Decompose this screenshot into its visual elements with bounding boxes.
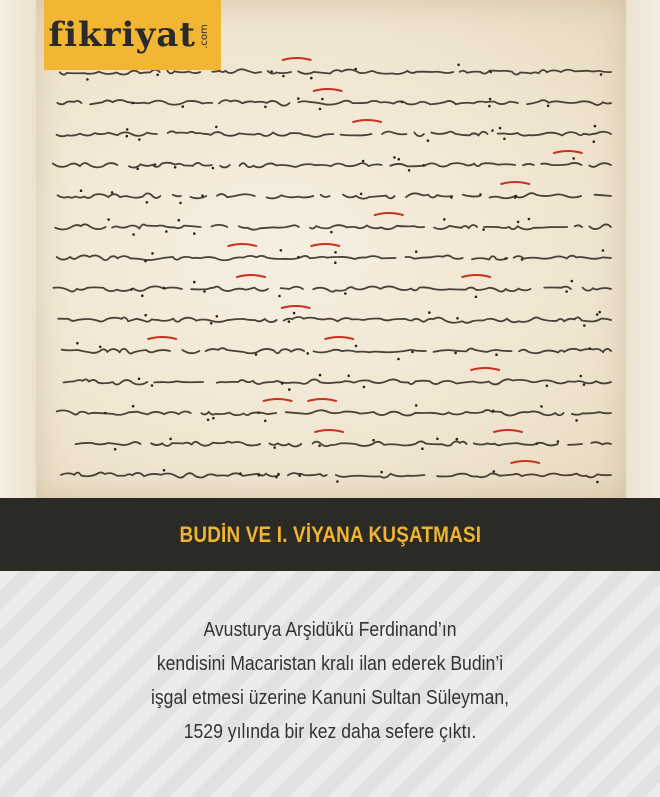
script-dot xyxy=(583,383,586,386)
body-area xyxy=(0,571,660,797)
script-stroke xyxy=(60,69,611,74)
script-dot xyxy=(401,101,404,104)
rubric-mark xyxy=(375,213,403,215)
script-stroke xyxy=(64,441,611,446)
rubric-mark xyxy=(264,399,292,401)
script-dot xyxy=(193,232,196,235)
script-dot xyxy=(169,438,172,441)
script-dot xyxy=(273,446,276,449)
article-title: BUDİN VE I. VİYANA KUŞATMASI xyxy=(179,521,481,547)
script-dot xyxy=(540,405,543,408)
script-dot xyxy=(355,345,358,348)
script-stroke xyxy=(62,348,611,353)
script-dot xyxy=(596,481,599,484)
rubric-mark xyxy=(237,275,265,277)
script-dot xyxy=(278,295,281,298)
script-dot xyxy=(264,106,267,109)
fikriyat-logo[interactable] xyxy=(44,0,221,70)
script-dot xyxy=(360,193,363,196)
script-dot xyxy=(165,230,168,233)
script-dot xyxy=(163,287,166,290)
script-dot xyxy=(393,156,396,159)
script-dot xyxy=(479,193,482,196)
manuscript-edge-left xyxy=(0,0,36,498)
script-dot xyxy=(144,260,147,263)
script-dot xyxy=(130,288,133,291)
script-dot xyxy=(588,347,591,350)
rubric-mark xyxy=(282,306,310,308)
script-dot xyxy=(596,313,599,316)
script-dot xyxy=(443,218,446,221)
script-dot xyxy=(503,138,506,141)
script-dot xyxy=(280,249,283,252)
script-dot xyxy=(492,410,495,413)
rubric-mark xyxy=(511,461,539,463)
rubric-mark xyxy=(148,337,176,339)
script-dot xyxy=(132,405,135,408)
script-dot xyxy=(547,105,550,108)
script-dot xyxy=(571,280,574,283)
manuscript-script-lines xyxy=(36,0,626,498)
script-dot xyxy=(362,160,365,163)
script-dot xyxy=(347,375,350,378)
script-dot xyxy=(297,256,300,259)
script-dot xyxy=(600,73,603,76)
manuscript-edge-right xyxy=(626,0,660,498)
script-dot xyxy=(428,311,431,314)
script-dot xyxy=(565,290,568,293)
body-line: işgal etmesi üzerine Kanuni Sultan Süleyman, xyxy=(150,687,510,709)
script-stroke xyxy=(53,163,611,168)
script-dot xyxy=(336,480,339,483)
script-dot xyxy=(288,388,291,391)
script-stroke xyxy=(57,131,612,137)
body-line: kendisini Macaristan kralı ilan ederek Budin’i xyxy=(156,653,504,675)
script-dot xyxy=(151,252,154,255)
rubric-mark xyxy=(494,430,522,432)
script-dot xyxy=(528,218,531,221)
script-dot xyxy=(154,163,157,166)
script-stroke xyxy=(55,224,611,229)
body-line: 1529 yılında bir kez daha sefere çıktı. xyxy=(183,721,477,743)
script-dot xyxy=(80,189,83,192)
script-dot xyxy=(104,412,107,415)
body-line: Avusturya Arşidükü Ferdinand’ın xyxy=(203,619,457,641)
script-dot xyxy=(281,382,284,385)
script-dot xyxy=(398,158,401,161)
script-dot xyxy=(132,233,135,236)
script-dot xyxy=(293,312,296,315)
script-stroke xyxy=(54,286,612,291)
script-dot xyxy=(363,386,366,389)
script-dot xyxy=(182,105,185,108)
script-dot xyxy=(491,129,494,132)
script-dot xyxy=(146,201,149,204)
script-dot xyxy=(174,166,177,169)
script-dot xyxy=(535,443,538,446)
script-dot xyxy=(344,292,347,295)
script-dot xyxy=(493,470,496,473)
rubric-mark xyxy=(283,58,311,60)
script-dot xyxy=(319,374,322,377)
script-dot xyxy=(179,202,182,205)
script-dot xyxy=(495,353,498,356)
script-dot xyxy=(126,128,129,131)
script-dot xyxy=(132,102,135,105)
body-text xyxy=(84,613,577,749)
script-dot xyxy=(297,97,300,100)
script-dot xyxy=(264,420,267,423)
script-dot xyxy=(207,419,210,422)
script-dot xyxy=(489,98,492,101)
script-stroke xyxy=(57,100,611,106)
script-dot xyxy=(275,476,278,479)
script-dot xyxy=(415,404,418,407)
script-dot xyxy=(138,138,141,141)
script-dot xyxy=(239,472,242,475)
script-dot xyxy=(193,281,196,284)
script-dot xyxy=(517,221,520,224)
script-dot xyxy=(499,127,502,130)
rubric-mark xyxy=(471,368,499,370)
script-dot xyxy=(475,296,478,299)
script-dot xyxy=(288,320,291,323)
script-stroke xyxy=(57,410,611,416)
script-dot xyxy=(457,64,460,67)
script-dot xyxy=(212,167,215,170)
script-stroke xyxy=(58,317,611,323)
rubric-mark xyxy=(228,244,256,246)
script-dot xyxy=(310,77,313,80)
rubric-mark xyxy=(462,275,490,277)
script-dot xyxy=(546,385,549,388)
script-dot xyxy=(86,78,89,81)
script-dot xyxy=(210,322,213,325)
script-dot xyxy=(454,352,457,355)
script-dot xyxy=(163,469,166,472)
script-dot xyxy=(427,139,430,142)
script-dot xyxy=(514,196,517,199)
script-dot xyxy=(136,168,139,171)
script-dot xyxy=(151,384,154,387)
script-dot xyxy=(521,258,524,261)
script-dot xyxy=(114,448,117,451)
script-dot xyxy=(201,194,204,197)
script-stroke xyxy=(61,472,611,477)
rubric-mark xyxy=(554,151,582,153)
script-dot xyxy=(602,249,605,252)
script-dot xyxy=(594,125,597,128)
script-dot xyxy=(354,68,357,71)
script-dot xyxy=(99,346,102,349)
script-dot xyxy=(277,473,280,476)
script-dot xyxy=(321,98,324,101)
script-dot xyxy=(580,375,583,378)
script-dot xyxy=(380,471,383,474)
script-dot xyxy=(489,71,492,74)
script-dot xyxy=(111,191,114,194)
script-dot xyxy=(216,315,219,318)
script-dot xyxy=(572,157,575,160)
script-dot xyxy=(212,417,215,420)
script-dot xyxy=(144,314,147,317)
script-stroke xyxy=(58,193,611,199)
script-dot xyxy=(76,342,79,345)
script-dot xyxy=(306,352,309,355)
script-dot xyxy=(450,196,453,199)
script-dot xyxy=(482,228,485,231)
script-dot xyxy=(397,358,400,361)
script-dot xyxy=(330,231,333,234)
script-dot xyxy=(593,140,596,143)
script-stroke xyxy=(57,255,611,260)
script-dot xyxy=(411,351,414,354)
script-dot xyxy=(257,412,260,415)
title-band xyxy=(0,498,660,571)
script-dot xyxy=(575,419,578,422)
script-dot xyxy=(138,378,141,381)
script-dot xyxy=(270,70,273,73)
script-dot xyxy=(215,126,218,129)
script-dot xyxy=(488,105,491,108)
script-dot xyxy=(421,447,424,450)
script-dot xyxy=(319,108,322,111)
script-dot xyxy=(255,353,258,356)
script-dot xyxy=(422,164,425,167)
script-dot xyxy=(334,251,337,254)
script-dot xyxy=(372,439,375,442)
rubric-mark xyxy=(501,182,529,184)
script-stroke xyxy=(64,379,611,384)
script-dot xyxy=(456,317,459,320)
script-dot xyxy=(318,445,321,448)
script-dot xyxy=(408,169,411,172)
script-dot xyxy=(504,257,507,260)
script-dot xyxy=(557,440,560,443)
script-dot xyxy=(334,261,337,264)
script-dot xyxy=(126,135,129,138)
script-dot xyxy=(415,250,418,253)
rubric-mark xyxy=(314,89,342,91)
script-dot xyxy=(598,311,601,314)
script-dot xyxy=(583,324,586,327)
script-dot xyxy=(436,438,439,441)
script-dot xyxy=(258,474,261,477)
logo-suffix: .com xyxy=(198,23,210,49)
rubric-mark xyxy=(311,244,339,246)
rubric-mark xyxy=(308,399,336,401)
rubric-mark xyxy=(315,430,343,432)
script-dot xyxy=(456,438,459,441)
rubric-mark xyxy=(325,337,353,339)
script-dot xyxy=(107,218,110,221)
script-dot xyxy=(156,74,159,77)
script-dot xyxy=(299,474,302,477)
script-dot xyxy=(141,294,144,297)
rubric-mark xyxy=(353,120,381,122)
logo-text: fikriyat xyxy=(48,15,196,55)
script-dot xyxy=(203,290,206,293)
script-dot xyxy=(282,75,285,78)
script-dot xyxy=(178,219,181,222)
